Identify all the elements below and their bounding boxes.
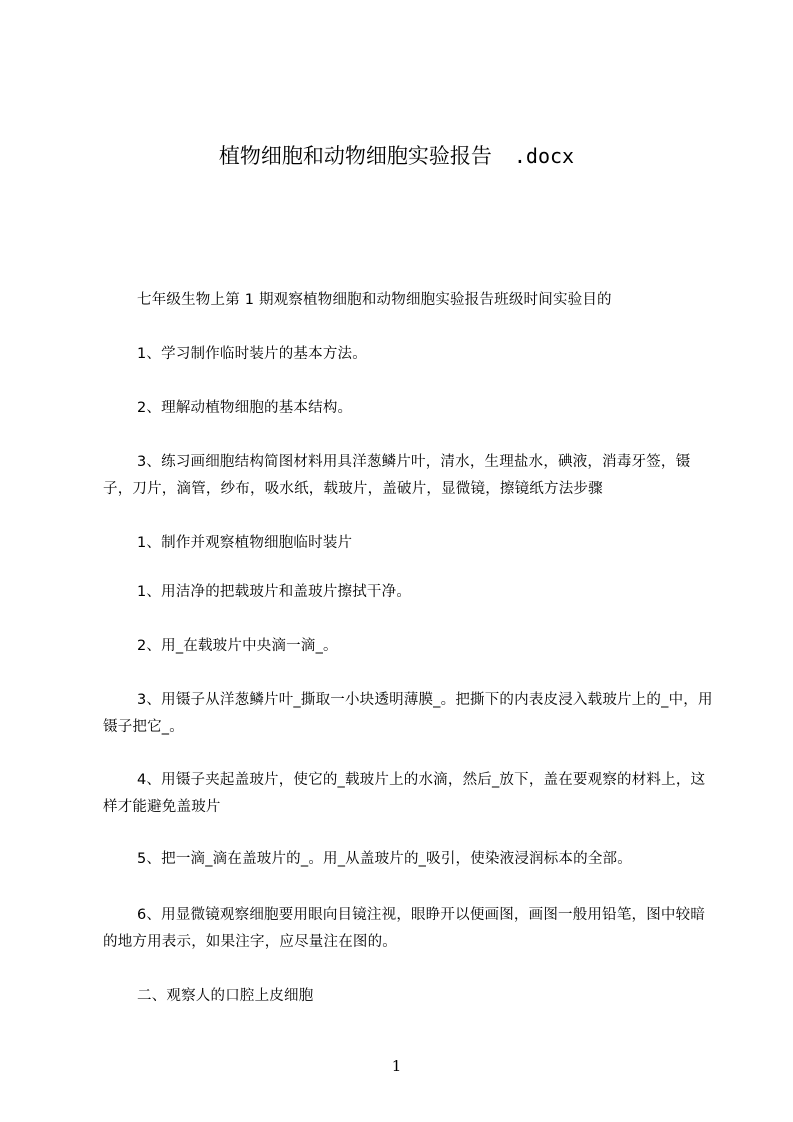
paragraph-objective-3: 3、练习画细胞结构简图材料用具洋葱鳞片叶，清水，生理盐水，碘液，消毒牙签，镊子，刀片，滴管，纱布，吸水纸，载玻片，盖破片，显微镜，擦镜纸方法步骤	[103, 454, 691, 497]
paragraph-step-1: 1、用洁净的把载玻片和盖玻片擦拭干净。	[137, 584, 412, 600]
paragraph-objective-1: 1、学习制作临时装片的基本方法。	[137, 346, 367, 362]
paragraph-objective-2: 2、理解动植物细胞的基本结构。	[137, 400, 353, 416]
document-title	[0, 142, 793, 170]
page-number: 1	[391, 1057, 402, 1075]
paragraph-step-4: 4、用镊子夹起盖玻片，使它的_载玻片上的水滴，然后_放下，盖在要观察的材料上，这样才能避免盖玻片	[103, 772, 706, 815]
paragraph-step-5: 5、把一滴_滴在盖玻片的_。用_从盖玻片的_吸引，使染液浸润标本的全部。	[137, 851, 632, 867]
paragraph-step-heading-1: 1、制作并观察植物细胞临时装片	[137, 535, 353, 551]
paragraph-intro: 七年级生物上第 1 期观察植物细胞和动物细胞实验报告班级时间实验目的	[137, 292, 612, 308]
document-title-text: 植物细胞和动物细胞实验报告	[218, 144, 492, 168]
paragraph-step-3: 3、用镊子从洋葱鳞片叶_撕取一小块透明薄膜_。把撕下的内表皮浸入载玻片上的_中，用镊子把它_。	[103, 692, 713, 735]
paragraph-step-2: 2、用_在载玻片中央滴一滴_。	[137, 638, 338, 654]
paragraph-step-6: 6、用显微镜观察细胞要用眼向目镜注视，眼睁开以便画图，画图一般用铅笔，图中较暗的地方用表示，如果注字，应尽量注在图的。	[103, 907, 706, 950]
paragraph-section-2-heading: 二、观察人的口腔上皮细胞	[137, 988, 314, 1004]
document-title-extension: .docx	[513, 144, 575, 168]
